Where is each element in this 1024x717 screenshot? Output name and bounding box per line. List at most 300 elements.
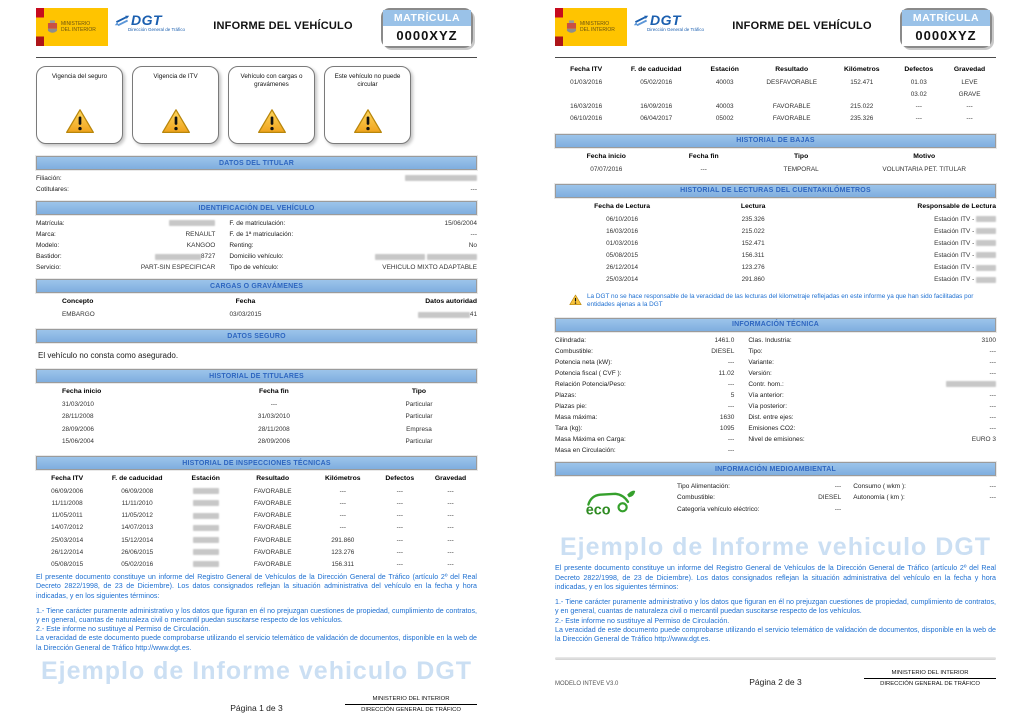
section-tecnica: INFORMACIÓN TÉCNICA [555, 318, 996, 332]
table-cell: Tipo [794, 152, 809, 160]
table-cell: Estación ITV - [817, 226, 996, 238]
redacted-value [976, 240, 996, 246]
table-cell: --- [396, 487, 403, 495]
dgt-logo [633, 8, 704, 33]
dgt-symbol-icon [114, 14, 130, 27]
legal-paragraph: El presente documento constituye un informe del Registro General de Vehículos de la Dirección General de Tráfico (artículo 2º del Real Decreto 2822/1998, de 23 de Diciembre). Los datos consignados reflejan la situación administrativa del vehículo en la fecha y hora indicadas, y en los siguientes términos: [555, 564, 996, 591]
field-label: Combustible: [677, 494, 715, 502]
legal-bottom-gap [555, 644, 996, 657]
warning-icon [257, 108, 287, 135]
table-cell: Kilómetros [325, 475, 361, 482]
watermark: Ejemplo de Informe vehiculo DGT [559, 533, 992, 562]
ministry-footer-bottom: DIRECCIÓN GENERAL DE TRÁFICO [361, 706, 461, 713]
table-cell: Datos autoridad [425, 298, 477, 306]
table-cell: 28/11/2008 [62, 413, 94, 421]
field-value: --- [989, 392, 996, 400]
field-row [36, 251, 215, 262]
table-cell: Particular [405, 413, 433, 421]
field-row [36, 240, 215, 251]
field-label: Filiación: [36, 175, 62, 182]
table-cell: Responsable de Lectura [917, 202, 996, 210]
legal-paragraph: 2.- Este informe no sustituye al Permiso de Circulación. [555, 616, 730, 625]
table-row [36, 522, 477, 534]
cargas-table [36, 296, 477, 321]
dgt-wordmark: DGT [650, 12, 682, 28]
table-header-row [555, 201, 996, 214]
medioambiental-fields [555, 481, 996, 519]
table-cell: Fecha inicio [62, 388, 102, 396]
table-cell: --- [447, 512, 454, 520]
redacted-value [193, 549, 219, 555]
field-value: RENAULT [185, 231, 216, 239]
warning-icon [569, 294, 582, 306]
table-cell: Fecha [235, 298, 256, 306]
table-cell: 05002 [715, 115, 734, 123]
field-label: Combustible: [555, 347, 593, 355]
field-value [169, 218, 215, 229]
table-cell: --- [915, 103, 922, 111]
table-cell: 11/05/2012 [121, 512, 153, 520]
eco-icon [581, 483, 639, 519]
ministry-footer-block [345, 696, 477, 713]
table-cell: 05/08/2015 [606, 252, 639, 260]
table-cell: 06/10/2016 [570, 115, 603, 123]
field-label: Variante: [748, 358, 774, 366]
table-cell [176, 559, 235, 571]
table-cell: Fecha fin [688, 152, 719, 160]
field-label: Consumo ( wkm ): [853, 483, 906, 491]
field-label: Domicilio vehículo: [229, 253, 284, 261]
field-row [748, 379, 996, 390]
section-datos-titular: DATOS DEL TITULAR [36, 156, 477, 170]
table-cell: Particular [405, 401, 433, 409]
field-value: 11.02 [718, 370, 735, 378]
seguro-text: El vehículo no consta como asegurado. [38, 351, 179, 361]
table-cell: --- [396, 536, 403, 544]
table-cell: Estación ITV - [817, 250, 996, 262]
table-cell: LEVE GRAVE [958, 78, 981, 99]
table-cell: Estación [191, 475, 220, 482]
field-label: Matrícula: [36, 220, 65, 228]
field-label: Vía anterior: [748, 392, 784, 400]
table-cell: 01/03/2016 [570, 78, 603, 86]
redacted-value [418, 312, 470, 318]
table-cell: --- [447, 536, 454, 544]
field-row [555, 390, 734, 401]
alert-card-label: Vigencia del seguro [51, 73, 108, 80]
field-row [853, 492, 996, 503]
table-row [555, 77, 996, 101]
table-cell: 40003 [715, 78, 734, 86]
table-cell: 291.860 [331, 536, 355, 544]
field-row [677, 504, 841, 515]
field-value: 1095 [719, 425, 735, 433]
table-cell: 26/12/2014 [606, 264, 639, 272]
legal-text [36, 573, 477, 653]
redacted-value [976, 216, 996, 222]
page-2 [519, 0, 1024, 697]
table-cell: 11/05/2011 [51, 512, 83, 520]
field-label: Cilindrada: [555, 336, 587, 344]
ministry-text-line2: DEL INTERIOR [580, 27, 615, 33]
field-label: Tara (kg): [555, 425, 583, 433]
field-label: Masa máxima: [555, 414, 598, 422]
table-cell: FAVORABLE [253, 512, 292, 520]
alert-card [228, 66, 315, 144]
field-value: --- [470, 231, 477, 239]
redacted-value [946, 381, 996, 387]
redacted-value [427, 254, 477, 260]
field-row [555, 357, 734, 368]
table-cell: 11/11/2008 [51, 500, 83, 508]
field-value: --- [470, 186, 477, 194]
section-itv: HISTORIAL DE INSPECCIONES TÉCNICAS [36, 456, 477, 470]
table-row [555, 262, 996, 274]
page-title: INFORME DEL VEHÍCULO [213, 20, 353, 32]
table-header-row [555, 151, 996, 164]
table-cell: 05/02/2016 [640, 78, 673, 86]
table-cell: 07/07/2016 [590, 165, 623, 173]
table-cell: FAVORABLE [253, 560, 292, 568]
alert-card [36, 66, 123, 144]
table-cell: Fecha ITV [51, 475, 84, 482]
field-value: VEHICULO MIXTO ADAPTABLE [382, 264, 477, 272]
table-cell: Gravedad [953, 66, 986, 73]
identificacion-fields [36, 218, 477, 273]
table-cell: 15/06/2004 [62, 437, 94, 445]
field-value: --- [989, 483, 996, 491]
field-label: Relación Potencia/Peso: [555, 381, 626, 389]
ministry-text-line2: DEL INTERIOR [61, 27, 96, 33]
warning-icon [353, 108, 383, 135]
dgt-symbol-icon [633, 14, 649, 27]
field-row [555, 368, 734, 379]
field-row [748, 434, 996, 445]
dgt-subtitle: Dirección General de Tráfico [647, 27, 705, 32]
table-cell: 14/07/2012 [51, 524, 84, 532]
field-row [36, 173, 477, 184]
spain-flag-icon [36, 8, 44, 46]
table-cell [176, 535, 235, 547]
field-label: Masa en Circulación: [555, 447, 616, 455]
license-plate [381, 8, 473, 48]
svg-text:eco: eco [585, 502, 611, 519]
table-cell: --- [339, 524, 346, 532]
redacted-value [405, 175, 477, 181]
table-cell: Fecha de Lectura [594, 202, 651, 210]
redacted-value [976, 252, 996, 258]
page-header [555, 8, 996, 48]
field-value: DIESEL [818, 494, 842, 502]
field-label: F. de matriculación: [229, 220, 286, 228]
redacted-value [193, 488, 219, 494]
table-cell: 156.311 [331, 560, 355, 568]
table-row [555, 226, 996, 238]
license-plate [900, 8, 992, 48]
table-row [36, 498, 477, 510]
field-label: Dist. entre ejes: [748, 414, 794, 422]
field-value: --- [727, 358, 735, 366]
section-cargas: CARGAS O GRAVÁMENES [36, 279, 477, 293]
table-cell: EMBARGO [62, 311, 95, 319]
table-cell: 152.471 [850, 78, 874, 86]
section-lecturas: HISTORIAL DE LECTURAS DEL CUENTAKILÓMETROS [555, 184, 996, 198]
footer-model-label: MODELO INTEVE V3.0 [555, 681, 619, 687]
table-cell: Empresa [406, 425, 432, 433]
field-label: F. de 1ª matriculación: [229, 231, 294, 239]
table-cell: 215.022 [850, 103, 874, 111]
table-cell: 28/09/2006 [257, 437, 290, 445]
field-row [748, 390, 996, 401]
table-header-row [36, 386, 477, 399]
table-cell: 16/03/2016 [606, 227, 639, 235]
table-row [555, 214, 996, 226]
table-cell: 235.326 [741, 215, 765, 223]
legal-paragraph: 2.- Este informe no sustituye al Permiso de Circulación. [36, 625, 211, 634]
field-value: --- [727, 403, 735, 411]
table-row [36, 424, 477, 436]
warning-icon [161, 108, 191, 135]
redacted-value [976, 277, 996, 283]
table-cell: --- [396, 548, 403, 556]
redacted-value [155, 254, 201, 260]
field-value: DIESEL [711, 347, 735, 355]
table-cell: 05/08/2015 [51, 560, 84, 568]
table-cell: Resultado [775, 66, 809, 73]
field-label: Plazas pie: [555, 403, 587, 411]
table-cell: FAVORABLE [253, 548, 292, 556]
dgt-subtitle: Dirección General de Tráfico [128, 27, 186, 32]
titulares-table [36, 386, 477, 448]
field-value: 3100 [981, 336, 996, 344]
table-row [555, 113, 996, 125]
field-row [748, 357, 996, 368]
table-cell [176, 510, 235, 522]
table-cell: Kilómetros [844, 66, 880, 73]
field-label: Versión: [748, 370, 772, 378]
legal-paragraph: La veracidad de este documento puede comprobarse utilizando el servicio telemático de validación de documentos, disponible en la web de la Dirección General de Tráfico http://www.dgt.es. [36, 634, 477, 652]
header-divider [36, 57, 477, 58]
table-cell: 01/03/2016 [606, 239, 639, 247]
field-value: EURO 3 [971, 436, 996, 444]
page-number: Página 2 de 3 [749, 677, 802, 687]
redacted-value [169, 220, 215, 226]
table-cell: Estación ITV - [817, 262, 996, 274]
table-cell: Motivo [913, 152, 936, 160]
field-row [748, 423, 996, 434]
table-cell: Estación ITV - [817, 214, 996, 226]
bajas-table [555, 151, 996, 176]
table-cell: 235.326 [850, 115, 874, 123]
section-identificacion: IDENTIFICACIÓN DEL VEHÍCULO [36, 201, 477, 215]
field-value [405, 173, 477, 184]
coat-of-arms-icon [565, 19, 578, 36]
legal-text [555, 564, 996, 644]
table-row [36, 399, 477, 411]
table-cell: --- [396, 500, 403, 508]
redacted-value [375, 254, 425, 260]
redacted-value [976, 265, 996, 271]
table-cell: Estación [710, 66, 739, 73]
field-row [677, 492, 841, 503]
spain-flag-icon [555, 8, 563, 46]
table-cell [176, 547, 235, 559]
watermark: Ejemplo de Informe vehiculo DGT [40, 656, 473, 685]
table-cell: DESFAVORABLE [766, 78, 818, 86]
table-cell: 06/10/2016 [606, 215, 639, 223]
field-label: Emisiones CO2: [748, 425, 796, 433]
field-label: Modelo: [36, 242, 60, 250]
table-row [36, 486, 477, 498]
table-cell: 06/04/2017 [640, 115, 673, 123]
table-cell: 291.860 [741, 276, 765, 284]
plate-label: MATRÍCULA [383, 10, 471, 26]
dgt-logo [114, 8, 185, 33]
ministry-footer-top: MINISTERIO DEL INTERIOR [864, 670, 996, 679]
tecnica-right [748, 335, 996, 457]
ministry-emblem-icon [555, 8, 627, 46]
table-cell: 06/09/2006 [51, 487, 84, 495]
alert-card [132, 66, 219, 144]
field-value: --- [834, 505, 842, 513]
field-row [748, 346, 996, 357]
field-row [555, 346, 734, 357]
table-cell: 123.276 [741, 264, 765, 272]
table-row [555, 101, 996, 113]
alert-card-label: Este vehículo no puede circular [334, 73, 401, 88]
field-value: 5 [730, 392, 735, 400]
table-cell: --- [339, 487, 346, 495]
field-row [229, 240, 477, 251]
table-cell: 03/03/2015 [229, 311, 262, 319]
table-cell: --- [966, 115, 973, 123]
table-cell: 152.471 [741, 239, 765, 247]
table-cell: 25/03/2014 [51, 536, 84, 544]
field-row [36, 218, 215, 229]
table-cell [176, 498, 235, 510]
table-cell: --- [915, 115, 922, 123]
table-cell: 14/07/2013 [121, 524, 154, 532]
table-cell: --- [396, 524, 403, 532]
table-cell: --- [396, 512, 403, 520]
field-row [229, 218, 477, 229]
table-header-row [36, 473, 477, 486]
table-cell: 01.03 03.02 [910, 78, 927, 99]
field-row [229, 262, 477, 273]
section-bajas: HISTORIAL DE BAJAS [555, 134, 996, 148]
table-cell: --- [447, 524, 454, 532]
legal-paragraph: 1.- Tiene carácter puramente administrativo y los datos que figuran en él no prejuzgan cuestiones de propiedad, cumplimiento de contratos, y en general, cuantas de naturaleza civil o mercantil puedan suscitarse respecto de los vehículos. [36, 606, 477, 624]
header-logos [36, 8, 185, 46]
alert-card-label: Vigencia de ITV [153, 73, 198, 80]
table-cell: 31/03/2010 [257, 413, 290, 421]
field-value: 15/06/2004 [444, 220, 477, 228]
titular-fields [36, 173, 477, 195]
table-cell: 156.311 [741, 252, 765, 260]
table-cell: --- [447, 487, 454, 495]
redacted-value [976, 228, 996, 234]
ministry-text-line1: MINISTERIO [61, 21, 91, 27]
table-cell: 11/11/2010 [121, 500, 153, 508]
table-cell: 41 [334, 309, 477, 321]
field-row [748, 335, 996, 346]
table-cell: Lectura [740, 202, 766, 210]
table-cell: VOLUNTARIA PET. TITULAR [882, 165, 966, 173]
identificacion-left [36, 218, 215, 273]
table-cell: Concepto [62, 298, 94, 306]
table-cell: FAVORABLE [772, 115, 811, 123]
table-cell: 123.276 [331, 548, 355, 556]
field-label: Cotitulares: [36, 186, 69, 194]
field-row [555, 423, 734, 434]
lecturas-table [555, 201, 996, 287]
field-row [36, 229, 215, 240]
field-row [748, 368, 996, 379]
disclaimer-text: La DGT no se hace responsable de la veracidad de las lecturas del kilometraje reflejadas en este informe ya que han sido facilitadas por entidades ajenas a la DGT [587, 292, 974, 309]
table-cell: 05/02/2016 [121, 560, 154, 568]
table-row [36, 535, 477, 547]
table-cell: Estación ITV - [817, 238, 996, 250]
table-cell: TEMPORAL [783, 165, 819, 173]
table-cell: --- [700, 165, 707, 173]
redacted-value [193, 500, 219, 506]
table-header-row [36, 296, 477, 309]
page-number: Página 1 de 3 [230, 702, 283, 713]
plate-number: 0000XYZ [902, 26, 990, 46]
medioambiental-left [677, 481, 841, 514]
field-value: --- [727, 381, 735, 389]
table-cell: 215.022 [741, 227, 765, 235]
field-label: Masa Máxima en Carga: [555, 436, 626, 444]
itv-table-continued [555, 64, 996, 126]
page-title: INFORME DEL VEHÍCULO [732, 20, 872, 32]
field-row [853, 481, 996, 492]
warning-icon [65, 108, 95, 135]
table-cell: Defectos [904, 66, 934, 73]
tecnica-fields [555, 335, 996, 457]
tecnica-left [555, 335, 734, 457]
table-cell: Resultado [256, 475, 290, 482]
table-cell: Tipo [411, 388, 427, 396]
field-label: Categoría vehículo eléctrico: [677, 505, 760, 513]
table-cell [176, 522, 235, 534]
ministry-emblem-icon [36, 8, 108, 46]
page-footer [36, 696, 477, 717]
dgt-disclaimer [569, 293, 996, 310]
field-value: --- [989, 494, 996, 502]
table-cell: FAVORABLE [253, 524, 292, 532]
field-label: Clas. Industria: [748, 336, 792, 344]
plate-label: MATRÍCULA [902, 10, 990, 26]
table-cell: 16/09/2016 [640, 103, 673, 111]
table-cell: 40003 [715, 103, 734, 111]
table-cell: --- [339, 500, 346, 508]
table-row [36, 510, 477, 522]
alert-cards [36, 66, 477, 144]
field-value: --- [989, 370, 996, 378]
table-cell: Fecha inicio [586, 152, 626, 160]
redacted-value [193, 525, 219, 531]
table-cell: --- [447, 548, 454, 556]
table-cell: --- [447, 560, 454, 568]
field-row [36, 184, 477, 195]
medioambiental-right [853, 481, 996, 503]
field-value [375, 251, 477, 262]
table-row [36, 547, 477, 559]
header-divider [555, 57, 996, 58]
alert-card [324, 66, 411, 144]
table-cell: --- [396, 560, 403, 568]
